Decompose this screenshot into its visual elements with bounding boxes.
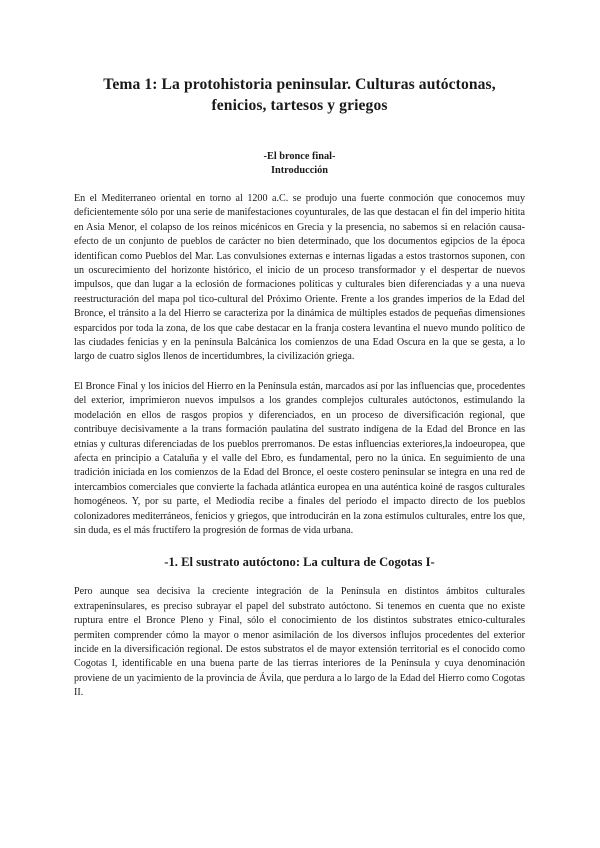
section-label: -El bronce final- [263, 151, 336, 162]
paragraph-spacer [74, 365, 525, 380]
paragraph-2: El Bronce Final y los inicios del Hierro en la Península están, marcados así por las influencias que, procedentes del exterior, imprimieron nuevos impulsos a los grandes complejos culturales autóctonos, estimulando la modelación en ellos de rasgos propios y diferenciados, en un proceso de diversificación regional, que contribuye decisivamente a la trans formación paulatina del sustrato indígena de la Edad del Bronce en las etnias y culturas diferenciadas de los pueblos prerromanos. De estas influencias exteriores,la indoeuropea, que afecta en principio a Cataluña y el valle del Ebro, es fundamental, pero no la única. En seguimiento de una tradición iniciada en los comienzos de la Edad del Bronce, el oeste costero peninsular se integra en una red de intercambios comerciales que convierte la fachada atlántica europea en una auténtica koiné de rasgos culturales homogéneos. Y, por su parte, el Mediodía recibe a finales del período el impacto directo de los pueblos colonizadores mediterráneos, fenicios y griegos, que introducirán en la zona estímulos culturales, entre los que, sin duda, es el más fructífero la progresión de formas de vida urbana. [74, 380, 525, 536]
title-line-1: Tema 1: La protohistoria peninsular. Culturas autóctonas, [103, 76, 496, 93]
document-title [74, 74, 525, 116]
title-line-2: fenicios, tartesos y griegos [211, 97, 388, 114]
paragraph-3: Pero aunque sea decisiva la creciente integración de la Península en distintos ámbitos culturales extrapeninsulares, es preciso subrayar el papel del substrato autóctono. Si tenemos en cuenta que no existe ruptura entre el Bronce Pleno y Final, sólo el conocimiento de los distintos substrates etnico-culturales permiten comprender cómo la mayor o menor asimilación de los diversos influjos procedentes del exterior incide en la diversificación regional. De estos substratos el de mayor extensión territorial es el conocido como Cogotas I, identificable en una buena parte de las tierras interiores de la Península y cuya denominación proviene de un yacimiento de la provincia de Ávila, que perdura a lo largo de la Edad del Hierro como Cogotas II. [74, 586, 525, 699]
paragraph-1: En el Mediterraneo oriental en torno al 1200 a.C. se produjo una fuerte conmoción que conocemos muy deficientemente sólo por una serie de manifestaciones coyunturales, de las que destacan el fin del imperio hitita en Asia Menor, el colapso de los reinos micénicos en Grecia y la presencia, no sabemos si en relación causa-efecto de un conjunto de pueblos de carácter no bien determinado, que los documentos egipcios de la época identifican como Pueblos del Mar. Las convulsiones externas e internas ligadas a estos trastornos suponen, con un oscurecimiento del horizonte histórico, el inicio de un proceso transformador y el despertar de nuevos impulsos, que dan lugar a la eclosión de formaciones políticas y culturales bien diferenciadas y a una nueva reestructuración del mapa pol tico-cultural del Próximo Oriente. Frente a los grandes imperios de la Edad del Bronce, el tránsito a la del Hierro se caracteriza por la dinámica de múltiples estados de pequeñas dimensiones esparcidos por toda la zona, de los que cabe destacar en la franja costera levantina el nuevo mundo político de las ciudades fenicias y en la península Balcánica los comienzos de una Edad Oscura en la que se gesta, a lo largo de cuatro siglos llenos de incertidumbres, la civilización griega. [74, 193, 525, 363]
section-1-heading: -1. El sustrato autóctono: La cultura de Cogotas I- [164, 555, 435, 570]
subsection-label: Introducción [270, 165, 329, 176]
section-label-block [74, 150, 525, 178]
